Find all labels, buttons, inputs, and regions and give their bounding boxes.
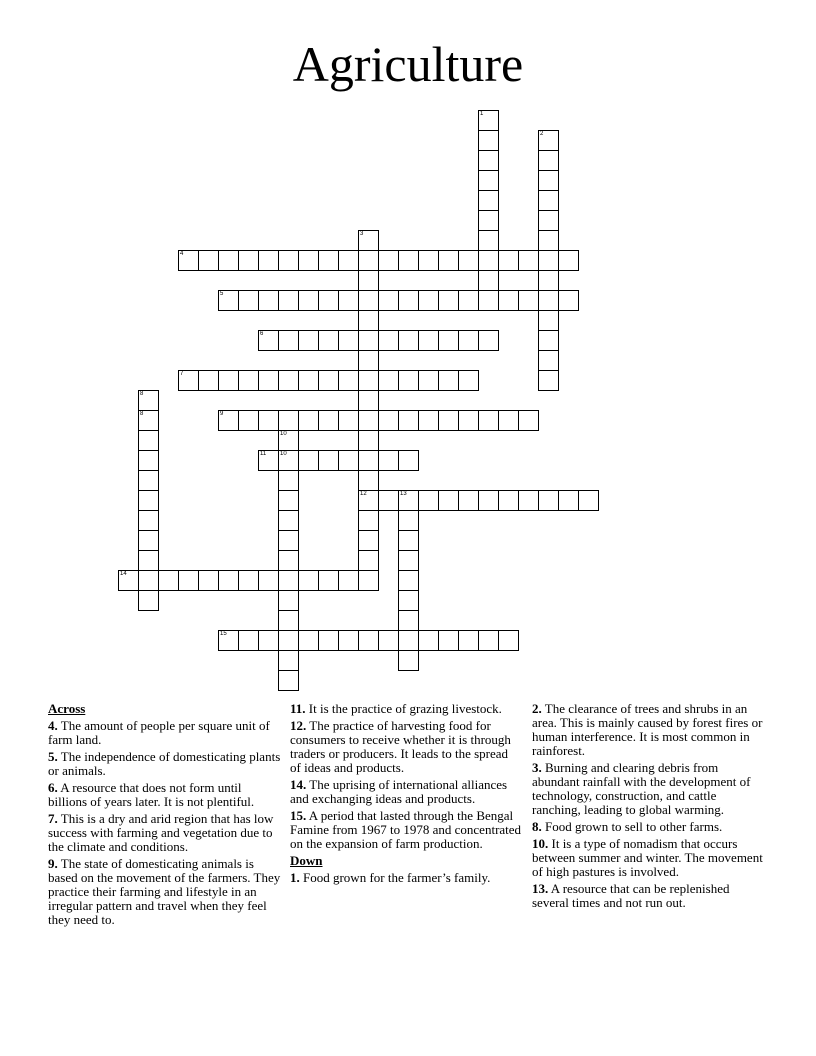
- grid-cell[interactable]: [138, 390, 159, 411]
- grid-cell[interactable]: [478, 630, 499, 651]
- grid-cell[interactable]: [278, 450, 299, 471]
- grid-cell[interactable]: [278, 410, 299, 431]
- clues-column-2: [290, 702, 522, 888]
- grid-cell[interactable]: [458, 410, 479, 431]
- clue-text: It is a type of nomadism that occurs between summer and winter. The movement of high pastures is involved.: [532, 836, 763, 879]
- grid-cell[interactable]: [218, 250, 239, 271]
- clue-number: 6.: [48, 780, 58, 795]
- grid-cell[interactable]: [318, 370, 339, 391]
- grid-cell[interactable]: [298, 410, 319, 431]
- grid-cell[interactable]: [278, 610, 299, 631]
- grid-cell[interactable]: [338, 370, 359, 391]
- down-heading: Down: [290, 853, 323, 868]
- cell-number: 8: [140, 411, 144, 417]
- cell-number: 10: [280, 451, 287, 457]
- grid-cell[interactable]: [338, 630, 359, 651]
- grid-cell[interactable]: [278, 550, 299, 571]
- grid-cell[interactable]: [258, 450, 279, 471]
- grid-cell[interactable]: [538, 250, 559, 271]
- grid-cell[interactable]: [278, 370, 299, 391]
- grid-cell[interactable]: [538, 310, 559, 331]
- grid-cell[interactable]: [278, 630, 299, 651]
- grid-cell[interactable]: [398, 590, 419, 611]
- grid-cell[interactable]: [438, 370, 459, 391]
- grid-cell[interactable]: [398, 610, 419, 631]
- grid-cell[interactable]: [358, 630, 379, 651]
- grid-cell[interactable]: [518, 410, 539, 431]
- grid-cell[interactable]: [478, 330, 499, 351]
- grid-cell[interactable]: [418, 250, 439, 271]
- grid-cell[interactable]: [138, 570, 159, 591]
- grid-cell[interactable]: [378, 290, 399, 311]
- grid-cell[interactable]: [218, 570, 239, 591]
- clue-across-5: [48, 750, 282, 778]
- clue-number: 5.: [48, 749, 58, 764]
- grid-cell[interactable]: [518, 490, 539, 511]
- grid-cell[interactable]: [358, 350, 379, 371]
- grid-cell[interactable]: [458, 630, 479, 651]
- clue-text: A resource that can be replenished several times and not run out.: [532, 881, 730, 910]
- clue-down-2: [532, 702, 768, 758]
- grid-cell[interactable]: [338, 570, 359, 591]
- grid-cell[interactable]: [538, 270, 559, 291]
- grid-cell[interactable]: [358, 390, 379, 411]
- clue-down-8: [532, 820, 768, 834]
- grid-cell[interactable]: [118, 570, 139, 591]
- grid-cell[interactable]: [498, 290, 519, 311]
- clue-text: The amount of people per square unit of farm land.: [48, 718, 270, 747]
- grid-cell[interactable]: [538, 150, 559, 171]
- clue-across-15: [290, 809, 522, 851]
- grid-cell[interactable]: [478, 270, 499, 291]
- grid-cell[interactable]: [538, 230, 559, 251]
- clue-number: 10.: [532, 836, 549, 851]
- grid-cell[interactable]: [278, 250, 299, 271]
- grid-cell[interactable]: [358, 370, 379, 391]
- clue-across-11: [290, 702, 522, 716]
- grid-cell[interactable]: [478, 490, 499, 511]
- grid-cell[interactable]: [458, 250, 479, 271]
- grid-cell[interactable]: [478, 190, 499, 211]
- grid-cell[interactable]: [138, 510, 159, 531]
- grid-cell[interactable]: [338, 290, 359, 311]
- grid-cell[interactable]: [358, 270, 379, 291]
- clue-text: The clearance of trees and shrubs in an area. This is mainly caused by forest fires or human interference. It is most common in rainforest.: [532, 701, 763, 758]
- grid-cell[interactable]: [398, 630, 419, 651]
- grid-cell[interactable]: [278, 330, 299, 351]
- grid-cell[interactable]: [358, 490, 379, 511]
- grid-cell[interactable]: [198, 250, 219, 271]
- clue-text: A period that lasted through the Bengal Famine from 1967 to 1978 and concentrated on the expansion of farm production.: [290, 808, 522, 851]
- grid-cell[interactable]: [478, 150, 499, 171]
- grid-cell[interactable]: [458, 290, 479, 311]
- clue-number: 8.: [532, 819, 542, 834]
- clue-number: 12.: [290, 718, 307, 733]
- grid-cell[interactable]: [238, 370, 259, 391]
- cell-number: 8: [140, 391, 144, 397]
- grid-cell[interactable]: [298, 330, 319, 351]
- grid-cell[interactable]: [398, 250, 419, 271]
- grid-cell[interactable]: [358, 310, 379, 331]
- grid-cell[interactable]: [378, 330, 399, 351]
- grid-cell[interactable]: [318, 410, 339, 431]
- grid-cell[interactable]: [278, 590, 299, 611]
- grid-cell[interactable]: [178, 570, 199, 591]
- grid-cell[interactable]: [318, 250, 339, 271]
- grid-cell[interactable]: [278, 510, 299, 531]
- grid-cell[interactable]: [238, 410, 259, 431]
- grid-cell[interactable]: [378, 410, 399, 431]
- grid-cell[interactable]: [358, 250, 379, 271]
- grid-cell[interactable]: [478, 210, 499, 231]
- clue-across-12: [290, 719, 522, 775]
- grid-cell[interactable]: [338, 250, 359, 271]
- grid-cell[interactable]: [238, 290, 259, 311]
- grid-cell[interactable]: [398, 370, 419, 391]
- clue-down-3: [532, 761, 768, 817]
- grid-cell[interactable]: [378, 630, 399, 651]
- grid-cell[interactable]: [538, 290, 559, 311]
- grid-cell[interactable]: [538, 170, 559, 191]
- clue-text: Food grown for the farmer’s family.: [303, 870, 491, 885]
- cell-number: 11: [260, 451, 267, 457]
- cell-number: 4: [180, 251, 184, 257]
- clue-number: 4.: [48, 718, 58, 733]
- grid-cell[interactable]: [498, 630, 519, 651]
- clue-down-13: [532, 882, 768, 910]
- clue-number: 7.: [48, 811, 58, 826]
- grid-cell[interactable]: [398, 550, 419, 571]
- cell-number: 15: [220, 631, 227, 637]
- grid-cell[interactable]: [358, 450, 379, 471]
- grid-cell[interactable]: [178, 250, 199, 271]
- cell-number: 10: [280, 431, 287, 437]
- clue-text: This is a dry and arid region that has low success with farming and vegetation due to the climate and conditions.: [48, 811, 274, 854]
- grid-cell[interactable]: [358, 290, 379, 311]
- grid-cell[interactable]: [338, 330, 359, 351]
- grid-cell[interactable]: [278, 430, 299, 451]
- clue-text: A resource that does not form until billions of years later. It is not plentiful.: [48, 780, 255, 809]
- grid-cell[interactable]: [338, 450, 359, 471]
- clues-column-1: [48, 702, 282, 930]
- grid-cell[interactable]: [538, 210, 559, 231]
- grid-cell[interactable]: [238, 630, 259, 651]
- cell-number: 6: [260, 331, 264, 337]
- grid-cell[interactable]: [478, 110, 499, 131]
- clue-number: 9.: [48, 856, 58, 871]
- grid-cell[interactable]: [538, 190, 559, 211]
- grid-cell[interactable]: [438, 330, 459, 351]
- clue-number: 14.: [290, 777, 307, 792]
- clue-number: 15.: [290, 808, 307, 823]
- grid-cell[interactable]: [298, 370, 319, 391]
- grid-cell[interactable]: [498, 490, 519, 511]
- grid-cell[interactable]: [438, 410, 459, 431]
- puzzle-title: Agriculture: [292, 36, 524, 92]
- grid-cell[interactable]: [398, 450, 419, 471]
- grid-cell[interactable]: [358, 550, 379, 571]
- clue-across-6: [48, 781, 282, 809]
- grid-cell[interactable]: [358, 470, 379, 491]
- grid-cell[interactable]: [418, 630, 439, 651]
- grid-cell[interactable]: [538, 370, 559, 391]
- grid-cell[interactable]: [478, 230, 499, 251]
- grid-cell[interactable]: [318, 330, 339, 351]
- grid-cell[interactable]: [558, 290, 579, 311]
- grid-cell[interactable]: [138, 470, 159, 491]
- grid-cell[interactable]: [498, 250, 519, 271]
- grid-cell[interactable]: [578, 490, 599, 511]
- grid-cell[interactable]: [278, 290, 299, 311]
- grid-cell[interactable]: [298, 250, 319, 271]
- clues-column-3: [532, 702, 768, 913]
- grid-cell[interactable]: [538, 490, 559, 511]
- grid-cell[interactable]: [318, 570, 339, 591]
- grid-cell[interactable]: [258, 410, 279, 431]
- clue-across-7: [48, 812, 282, 854]
- grid-cell[interactable]: [398, 650, 419, 671]
- grid-cell[interactable]: [418, 330, 439, 351]
- grid-cell[interactable]: [358, 230, 379, 251]
- grid-cell[interactable]: [358, 410, 379, 431]
- grid-cell[interactable]: [478, 410, 499, 431]
- cell-number: 2: [540, 131, 544, 137]
- grid-cell[interactable]: [358, 430, 379, 451]
- clue-number: 2.: [532, 701, 542, 716]
- grid-cell[interactable]: [538, 330, 559, 351]
- grid-cell[interactable]: [238, 250, 259, 271]
- grid-cell[interactable]: [398, 290, 419, 311]
- grid-cell[interactable]: [298, 570, 319, 591]
- grid-cell[interactable]: [218, 630, 239, 651]
- grid-cell[interactable]: [278, 530, 299, 551]
- grid-cell[interactable]: [278, 670, 299, 691]
- grid-cell[interactable]: [318, 450, 339, 471]
- cell-number: 1: [480, 111, 484, 117]
- grid-cell[interactable]: [398, 510, 419, 531]
- clue-text: The state of domesticating animals is based on the movement of the farmers. They practice their farming and lifestyle in an irregular pattern and travel when they feel they need to.: [48, 856, 281, 927]
- grid-cell[interactable]: [358, 570, 379, 591]
- clue-text: Food grown to sell to other farms.: [545, 819, 723, 834]
- grid-cell[interactable]: [458, 330, 479, 351]
- clue-across-14: [290, 778, 522, 806]
- grid-cell[interactable]: [398, 330, 419, 351]
- grid-cell[interactable]: [138, 430, 159, 451]
- grid-cell[interactable]: [378, 370, 399, 391]
- grid-cell[interactable]: [518, 290, 539, 311]
- grid-cell[interactable]: [318, 630, 339, 651]
- clue-across-4: [48, 719, 282, 747]
- grid-cell[interactable]: [218, 410, 239, 431]
- grid-cell[interactable]: [558, 490, 579, 511]
- grid-cell[interactable]: [398, 490, 419, 511]
- clue-number: 11.: [290, 701, 306, 716]
- grid-cell[interactable]: [218, 290, 239, 311]
- cell-number: 14: [120, 571, 127, 577]
- grid-cell[interactable]: [298, 630, 319, 651]
- grid-cell[interactable]: [478, 130, 499, 151]
- grid-cell[interactable]: [438, 630, 459, 651]
- grid-cell[interactable]: [438, 290, 459, 311]
- grid-cell[interactable]: [138, 490, 159, 511]
- grid-cell[interactable]: [398, 410, 419, 431]
- grid-cell[interactable]: [298, 450, 319, 471]
- clue-text: It is the practice of grazing livestock.: [308, 701, 502, 716]
- grid-cell[interactable]: [278, 490, 299, 511]
- grid-cell[interactable]: [418, 410, 439, 431]
- grid-cell[interactable]: [478, 250, 499, 271]
- clue-number: 13.: [532, 881, 549, 896]
- clue-text: The practice of harvesting food for consumers to receive whether it is through traders or producers. It leads to the spread of ideas and products.: [290, 718, 511, 775]
- clue-across-9: [48, 857, 282, 927]
- grid-cell[interactable]: [258, 570, 279, 591]
- grid-cell[interactable]: [318, 290, 339, 311]
- cell-number: 13: [400, 491, 407, 497]
- grid-cell[interactable]: [418, 490, 439, 511]
- grid-cell[interactable]: [158, 570, 179, 591]
- cell-number: 3: [360, 231, 364, 237]
- clue-down-10: [532, 837, 768, 879]
- grid-cell[interactable]: [438, 490, 459, 511]
- grid-cell[interactable]: [218, 370, 239, 391]
- grid-cell[interactable]: [438, 250, 459, 271]
- clue-text: Burning and clearing debris from abundant rainfall with the development of technology, construction, and cattle ranching, leading to global warming.: [532, 760, 751, 817]
- grid-cell[interactable]: [138, 550, 159, 571]
- cell-number: 5: [220, 291, 224, 297]
- grid-cell[interactable]: [418, 290, 439, 311]
- grid-cell[interactable]: [358, 330, 379, 351]
- grid-cell[interactable]: [278, 470, 299, 491]
- grid-cell[interactable]: [258, 250, 279, 271]
- grid-cell[interactable]: [398, 530, 419, 551]
- grid-cell[interactable]: [538, 350, 559, 371]
- grid-cell[interactable]: [258, 290, 279, 311]
- grid-cell[interactable]: [358, 510, 379, 531]
- grid-cell[interactable]: [478, 170, 499, 191]
- clue-text: The independence of domesticating plants or animals.: [48, 749, 281, 778]
- grid-cell[interactable]: [378, 490, 399, 511]
- cell-number: 7: [180, 371, 184, 377]
- grid-cell[interactable]: [198, 370, 219, 391]
- grid-cell[interactable]: [278, 570, 299, 591]
- grid-cell[interactable]: [498, 410, 519, 431]
- grid-cell[interactable]: [338, 410, 359, 431]
- grid-cell[interactable]: [418, 370, 439, 391]
- grid-cell[interactable]: [258, 370, 279, 391]
- clue-number: 3.: [532, 760, 542, 775]
- grid-cell[interactable]: [558, 250, 579, 271]
- grid-cell[interactable]: [398, 570, 419, 591]
- grid-cell[interactable]: [458, 370, 479, 391]
- grid-cell[interactable]: [138, 530, 159, 551]
- clue-down-1: [290, 871, 522, 885]
- grid-cell[interactable]: [478, 290, 499, 311]
- cell-number: 9: [220, 411, 224, 417]
- grid-cell[interactable]: [138, 410, 159, 431]
- clue-text: The uprising of international alliances and exchanging ideas and products.: [290, 777, 508, 806]
- grid-cell[interactable]: [278, 650, 299, 671]
- grid-cell[interactable]: [538, 130, 559, 151]
- grid-cell[interactable]: [378, 250, 399, 271]
- grid-cell[interactable]: [458, 490, 479, 511]
- grid-cell[interactable]: [258, 630, 279, 651]
- clue-number: 1.: [290, 870, 300, 885]
- cell-number: 12: [360, 491, 367, 497]
- across-heading: Across: [48, 701, 86, 716]
- grid-cell[interactable]: [258, 330, 279, 351]
- grid-cell[interactable]: [198, 570, 219, 591]
- grid-cell[interactable]: [138, 450, 159, 471]
- grid-cell[interactable]: [178, 370, 199, 391]
- grid-cell[interactable]: [378, 450, 399, 471]
- grid-cell[interactable]: [358, 530, 379, 551]
- grid-cell[interactable]: [518, 250, 539, 271]
- grid-cell[interactable]: [238, 570, 259, 591]
- grid-cell[interactable]: [298, 290, 319, 311]
- grid-cell[interactable]: [138, 590, 159, 611]
